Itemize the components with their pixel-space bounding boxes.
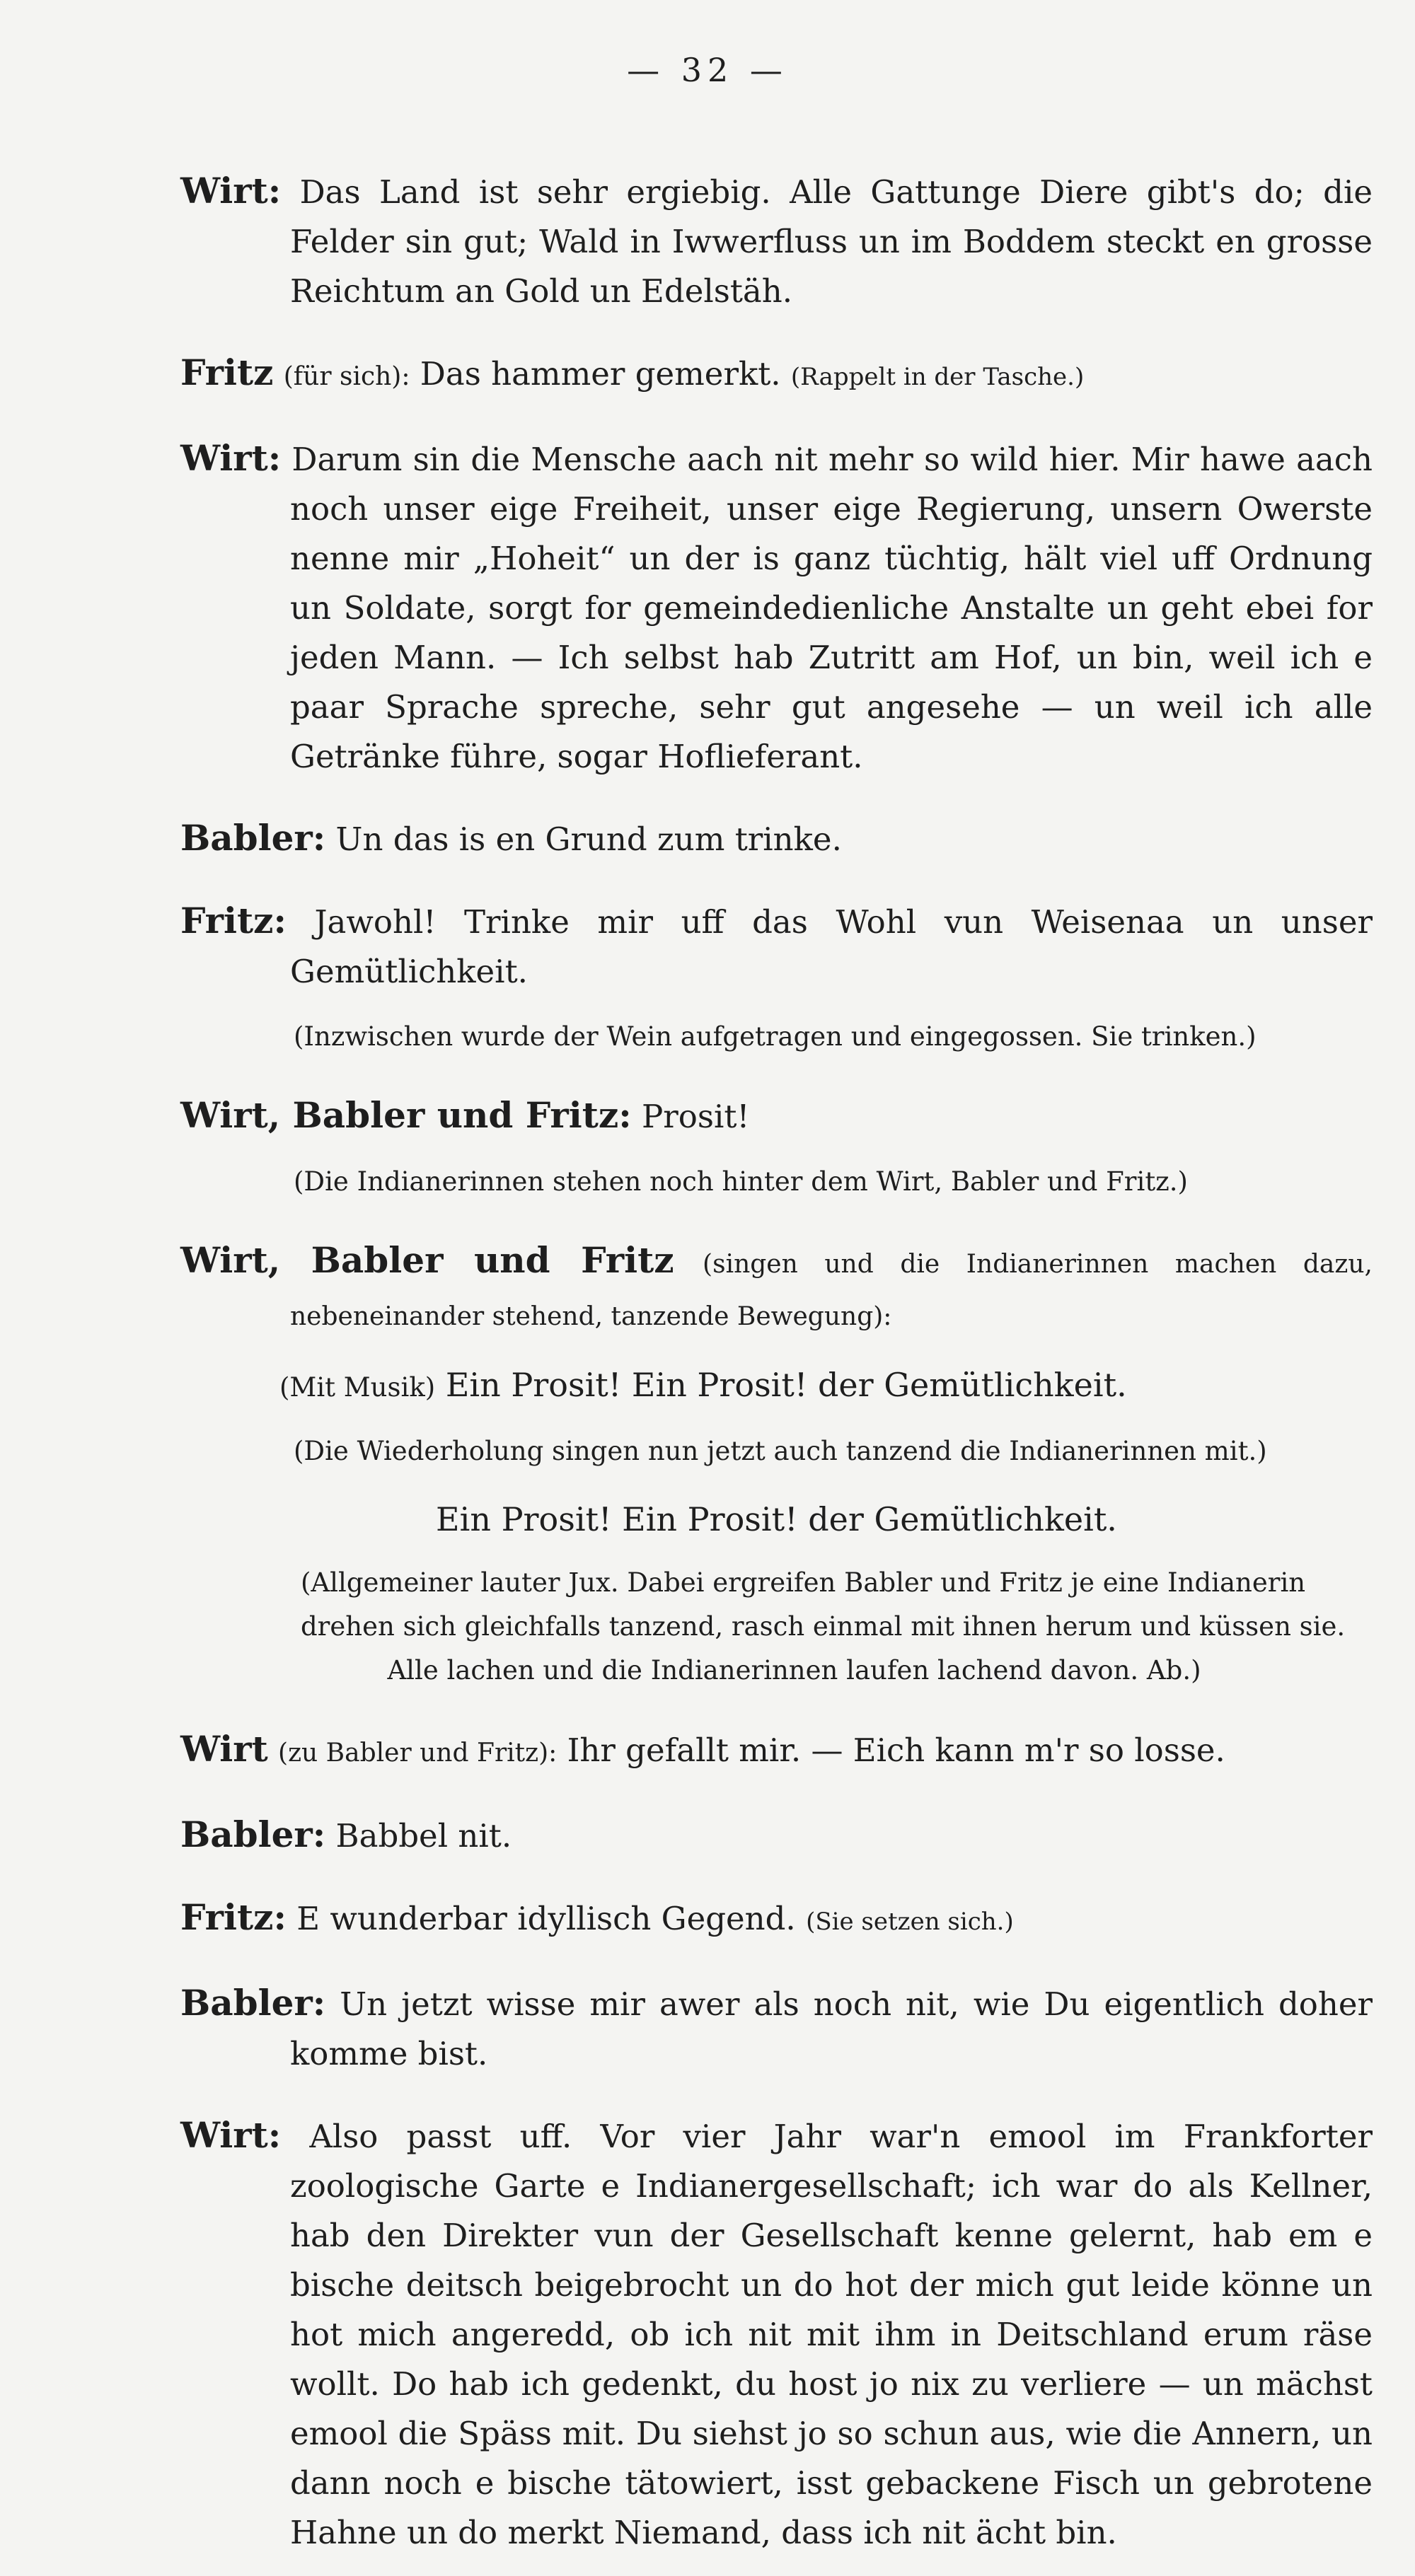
speech-text: Das hammer gemerkt. [420, 355, 781, 393]
speech-text: Un das is en Grund zum trinke. [335, 820, 842, 858]
speech-text: Prosit! [641, 1098, 750, 1135]
stage-direction: (zu Babler und Fritz): [278, 1739, 558, 1768]
speech-text: Darum sin die Mensche aach nit mehr so wild hier. Mir hawe aach noch unser eige Freiheit, unser eige Regierung, unsern Owerste nenne mir „Hoheit“ un der is ganz tüchtig, hält viel uff Ordnung un Soldate, sorgt for gemeindedienliche Anstalte un geht ebei for jeden Mann. — Ich selbst hab Zutritt am Hof, un bin, weil ich e paar Sprache spreche, sehr gut angesehe — un weil ich alle Getränke führe, sogar Hoflieferant. [290, 441, 1373, 775]
play-text [180, 134, 1373, 2576]
speech-fritz-2 [180, 896, 1373, 997]
speaker: Wirt, Babler und Fritz: [180, 1094, 632, 1136]
page-number: — 32 — [627, 51, 788, 89]
speech-text: Also passt uff. Vor vier Jahr war'n emool im Frankforter zoologische Garte e Indianergesellschaft; ich war do als Kellner, hab den Direkter vun der Gesellschaft kenne gelernt, hab em e bische deitsch beigebrocht un do hot der mich gut leide könne un hot mich angeredd, ob ich nit mit ihm in Deitschland erum räse wollt. Do hab ich gedenkt, du host jo nix zu verliere — un mächst emool die Späss mit. Du siehst jo so schun aus, wie die Annern, un dann noch e bische tätowiert, isst gebackene Fisch un gebrotene Hahne un do merkt Niemand, dass ich nit ächt bin. [290, 2118, 1373, 2551]
stage-direction-wine: (Inzwischen wurde der Wein aufgetragen und eingegossen. Sie trinken.) [294, 1021, 1257, 1052]
speech-text: Ihr gefallt mir. — Eich kann m'r so losse. [567, 1731, 1225, 1769]
stage-aside: (Sie setzen sich.) [806, 1908, 1014, 1936]
speaker: Wirt: [180, 437, 282, 479]
music-direction: (Mit Musik) [279, 1372, 436, 1403]
speech-wirt-3 [180, 1724, 1373, 1778]
speech-babler-2 [180, 1810, 1373, 1861]
speaker: Fritz: [180, 900, 287, 941]
stage-direction-jux [301, 1561, 1373, 1693]
stage-direction: (für sich): [283, 362, 410, 391]
speech-text: E wunderbar idyllisch Gegend. [296, 1900, 796, 1937]
stage-direction: (singen und die Indianerinnen machen dazu, nebeneinander stehend, tanzende Bewegung): [290, 1250, 1373, 1331]
speech-wirt-4 [180, 2111, 1373, 2558]
song-line-2 [180, 1495, 1373, 1544]
speaker: Wirt: [180, 2114, 282, 2156]
speech-fritz-1 [180, 348, 1373, 402]
speaker: Wirt: [180, 170, 282, 211]
stage-direction-indianerinnen: (Die Indianerinnen stehen noch hinter dem Wirt, Babler und Fritz.) [294, 1166, 1188, 1197]
speech-text: Jawohl! Trinke mir uff das Wohl vun Weisenaa un unser Gemütlichkeit. [290, 903, 1373, 990]
stage-aside: (Rappelt in der Tasche.) [790, 363, 1085, 391]
speech-wirt-1 [180, 166, 1373, 316]
speech-all-prosit [180, 1091, 1373, 1142]
speech-babler-3 [180, 1978, 1373, 2079]
speech-all-singen [180, 1236, 1373, 1342]
speaker: Babler: [180, 1814, 326, 1855]
stage-direction-wiederholung: (Die Wiederholung singen nun jetzt auch tanzend die Indianerinnen mit.) [294, 1436, 1267, 1466]
speech-text: Un jetzt wisse mir awer als noch nit, wie Du eigentlich doher komme bist. [290, 1985, 1373, 2072]
speech-babler-1 [180, 813, 1373, 864]
speaker: Wirt, Babler und Fritz [180, 1239, 674, 1281]
speaker: Fritz: [180, 1896, 287, 1938]
speech-text: Babbel nit. [335, 1817, 512, 1855]
stage-direction-tail: Alle lachen und die Indianerinnen laufen lachend davon. Ab.) [387, 1655, 1201, 1686]
speech-wirt-2 [180, 434, 1373, 782]
speaker: Babler: [180, 1982, 326, 2024]
song-text: Ein Prosit! Ein Prosit! der Gemütlichkeit. [445, 1366, 1127, 1404]
speaker: Wirt [180, 1728, 268, 1770]
song-text: Ein Prosit! Ein Prosit! der Gemütlichkeit. [436, 1500, 1117, 1538]
song-line-1 [279, 1360, 1373, 1412]
speech-fritz-3 [180, 1893, 1373, 1946]
stage-direction-text: (Allgemeiner lauter Jux. Dabei ergreifen Babler und Fritz je eine Indianerin drehen sich gleichfalls tanzend, rasch einmal mit ihnen herum und küssen sie. [301, 1567, 1346, 1642]
speaker: Fritz [180, 352, 274, 393]
speech-text: Das Land ist sehr ergiebig. Alle Gattunge Diere gibt's do; die Felder sin gut; Wald in Iwwerfluss un im Boddem steckt en grosse Reichtum an Gold un Edelstäh. [290, 173, 1373, 310]
speaker: Babler: [180, 817, 326, 859]
